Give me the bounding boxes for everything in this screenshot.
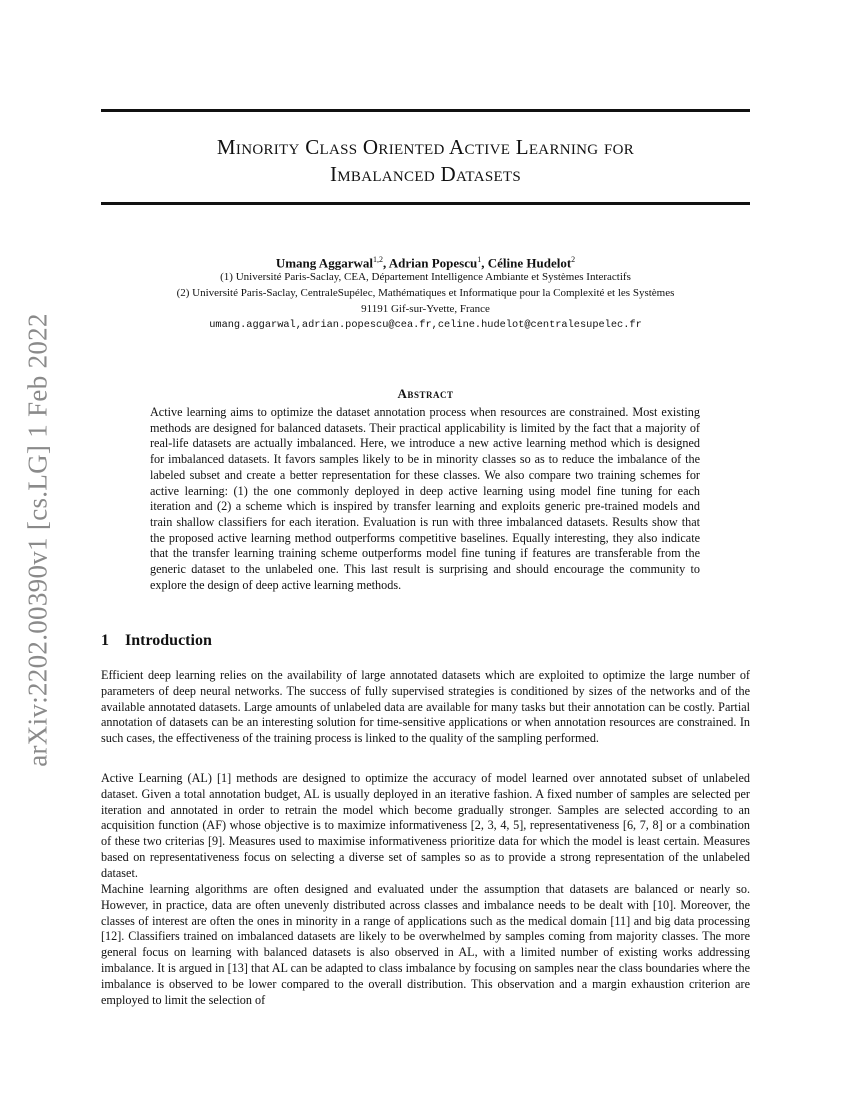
title-line-2: Imbalanced Datasets — [329, 162, 522, 186]
title-line-1: Minority Class Oriented Active Learning for — [216, 135, 635, 159]
author-emails: umang.aggarwal,adrian.popescu@cea.fr,celine.hudelot@centralesupelec.fr — [209, 319, 642, 331]
section-title: Introduction — [125, 632, 212, 649]
arxiv-stamp-text: arXiv:2202.00390v1 [cs.LG] 1 Feb 2022 — [22, 313, 53, 767]
abstract-body: Active learning aims to optimize the dataset annotation process when resources are constrained. Most existing methods are designed for balanced datasets. Their practical applicability is limited by the fact that a majority of real-life datasets are actually imbalanced. Here, we introduce a new active learning method which is designed for imbalanced datasets. It favors samples likely to be in minority classes so as to reduce the imbalance of the labeled subset and create a better representation for these classes. We also compare two training schemes for active learning: (1) the one commonly deployed in deep active learning using model fine tuning for each iteration and (2) a scheme which is inspired by transfer learning and exploits generic pre-trained models and train shallow classifiers for each iteration. Evaluation is run with three imbalanced datasets. Results show that the proposed active learning method outperforms competitive baselines. Equally interesting, they also indicate that the transfer learning training scheme outperforms model fine tuning if features are transferable from the generic dataset to the unlabeled one. This last result is surprising and should encourage the community to explore the design of deep active learning methods. — [150, 405, 700, 592]
paper-title — [101, 134, 750, 188]
intro-paragraph-1: Efficient deep learning relies on the availability of large annotated datasets which are exploited to optimize the large number of parameters of deep neural networks. The success of fully supervised strategies is conditioned by sizes of the networks and of the available annotated datasets. Large amounts of unlabeled data are available for many tasks but their annotation can be costly. Partial annotation of datasets can be an interesting solution for time-sensitive applications or when annotation resources are constrained. In such cases, the effectiveness of the training process is linked to the quality of the sampling performed. — [101, 668, 750, 746]
section-number: 1 — [101, 632, 109, 649]
title-top-rule — [101, 109, 750, 112]
author-name: Céline Hudelot — [487, 255, 572, 271]
affiliation-address: 91191 Gif-sur-Yvette, France — [361, 303, 490, 315]
intro-paragraph-3: Machine learning algorithms are often designed and evaluated under the assumption that datasets are balanced or nearly so. However, in practice, data are often unevenly distributed across classes and imbalance needs to be dealt with [10]. Moreover, the classes of interest are often the ones in minority in a range of applications such as the medical domain [11] and big data processing [12]. Classifiers trained on imbalanced datasets are likely to be overwhelmed by samples coming from majority classes. The more general focus on learning with balanced datasets is also observed in AL, with a limited number of existing works addressing imbalance. It is argued in [13] that AL can be adapted to class imbalance by focusing on samples near the class boundaries where the imbalance is observed to be lower compared to the overall distribution. This observation and a margin exhaustion criterion are employed to limit the selection of — [101, 882, 750, 1007]
author-affiliation-mark: 1 — [477, 255, 482, 264]
title-bottom-rule — [101, 202, 750, 205]
arxiv-stamp — [12, 300, 64, 780]
abstract-heading: Abstract — [397, 386, 454, 401]
section-heading — [101, 632, 212, 650]
author-name: Adrian Popescu — [388, 255, 478, 271]
intro-paragraph-2: Active Learning (AL) [1] methods are designed to optimize the accuracy of model learned over annotated subset of unlabeled dataset. Given a total annotation budget, AL is usually deployed in an iterative fashion. A fixed number of samples are selected per iteration and annotated in order to retrain the model which become gradually stronger. Samples are selected according to an acquisition function (AF) whose objective is to maximize informativeness [2, 3, 4, 5], representativeness [6, 7, 8] or a combination of these two criterias [9]. Measures used to maximise informativeness prioritize data for which the model is least certain. Measures based on representativeness focus on selecting a diverse set of samples so as to provide a strong representation of the unlabeled dataset. — [101, 771, 750, 880]
author-name: Umang Aggarwal — [275, 255, 373, 271]
author-list: Umang Aggarwal$^{1,2}$, Adrian Popescu$^1$, Céline Hudelot$^2$ — [275, 255, 576, 271]
affiliation-1: (1) Université Paris-Saclay, CEA, Département Intelligence Ambiante et Systèmes Interactifs — [220, 271, 631, 283]
author-affiliation-mark: 2 — [571, 255, 576, 264]
author-affiliation-mark: 1,2 — [372, 255, 383, 264]
affiliation-2: (2) Université Paris-Saclay, CentraleSupélec, Mathématiques et Informatique pour la Complexité et les Systèmes — [176, 287, 675, 299]
